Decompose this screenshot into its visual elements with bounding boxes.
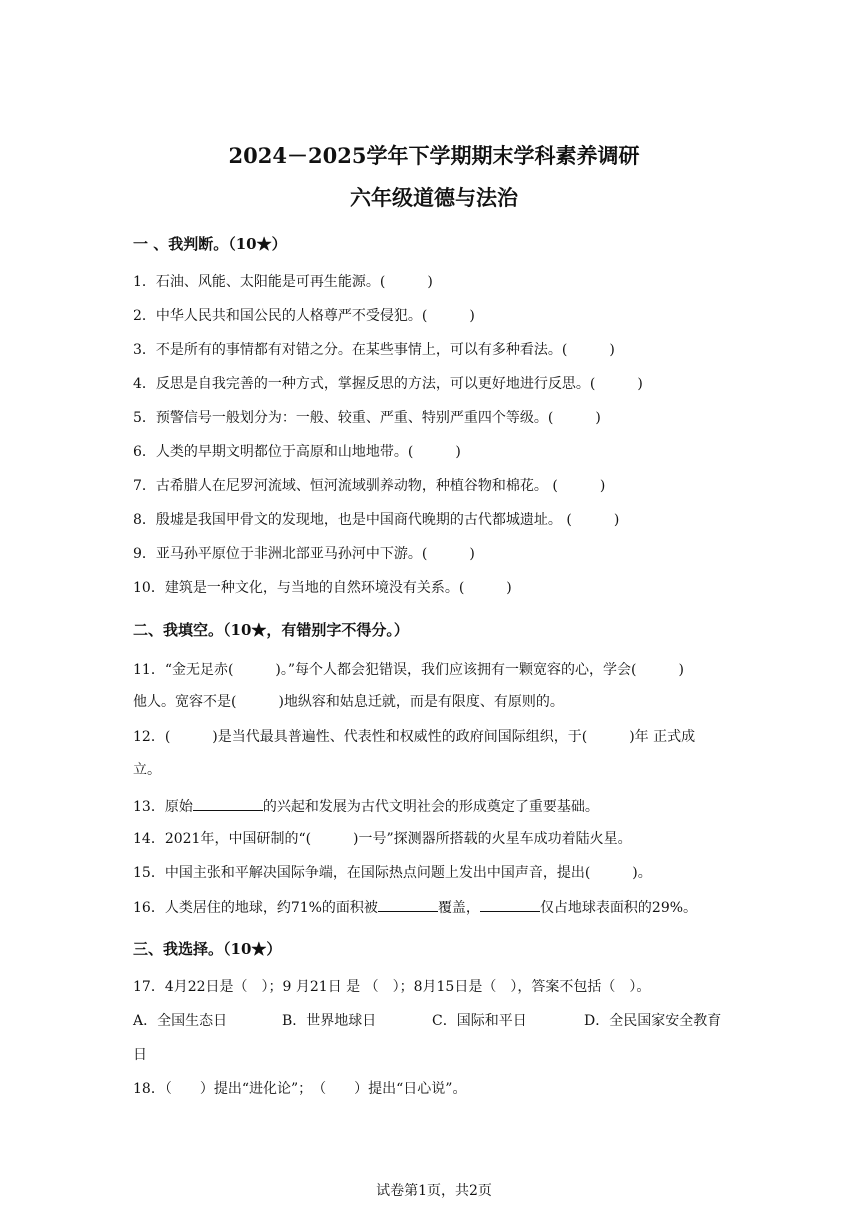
question-13-suffix: 的兴起和发展为古代文明社会的形成奠定了重要基础。 [262, 799, 599, 815]
question-13 [133, 796, 599, 817]
question-11-line2: 他人。宽容不是( )地纵容和姑息迁就，而是有限度、有原则的。 [133, 694, 564, 710]
question-10: 10．建筑是一种文化，与当地的自然环境没有关系。( ) [133, 580, 512, 596]
answer-blank [480, 897, 540, 912]
exam-subtitle: 六年级道德与法治 [350, 185, 518, 210]
question-13-prefix: 13．原始 [133, 799, 193, 815]
exam-title: 2024－2025学年下学期期末学科素养调研 [228, 143, 640, 168]
question-7: 7．古希腊人在尼罗河流域、恒河流域驯养动物，种植谷物和棉花。 ( ) [133, 478, 606, 494]
question-16-middle: 覆盖， [437, 900, 480, 916]
question-16-prefix: 16．人类居住的地球，约71%的面积被 [133, 900, 378, 916]
section-fill-heading: 二、我填空。（10★，有错别字不得分。） [133, 621, 409, 639]
section-choice-heading: 三、我选择。（10★） [133, 940, 282, 958]
question-14: 14．2021年，中国研制的“( )一号”探测器所搭载的火星车成功着陆火星。 [133, 831, 632, 847]
question-11-line1: 11．“金无足赤( )。”每个人都会犯错误，我们应该拥有一颗宽容的心，学会( ) [133, 662, 684, 678]
page-footer: 试卷第1页，共2页 [376, 1183, 492, 1199]
question-8: 8．殷墟是我国甲骨文的发现地，也是中国商代晚期的古代都城遗址。 ( ) [133, 512, 620, 528]
option-b: B．世界地球日 [282, 1013, 377, 1029]
option-d: D．全民国家安全教育 [584, 1013, 722, 1029]
option-a: A．全国生态日 [133, 1013, 228, 1029]
question-16-suffix: 仅占地球表面积的29%。 [539, 900, 698, 916]
question-2: 2．中华人民共和国公民的人格尊严不受侵犯。( ) [133, 308, 475, 324]
question-17-options [133, 1011, 721, 1031]
question-9: 9．亚马孙平原位于非洲北部亚马孙河中下游。( ) [133, 546, 475, 562]
question-6: 6．人类的早期文明都位于高原和山地地带。( ) [133, 444, 461, 460]
answer-blank [193, 796, 263, 811]
question-3: 3．不是所有的事情都有对错之分。在某些事情上，可以有多种看法。( ) [133, 342, 615, 358]
question-4: 4．反思是自我完善的一种方式，掌握反思的方法，可以更好地进行反思。( ) [133, 376, 643, 392]
question-12-line2: 立。 [133, 762, 161, 778]
question-12-line1: 12．( )是当代最具普遍性、代表性和权威性的政府间国际组织，于( )年 正式成 [133, 729, 696, 745]
section-judge-heading: 一 、我判断。（10★） [133, 235, 287, 253]
question-17-option-d-wrap: 日 [133, 1047, 147, 1063]
question-17: 17．4月22日是（ ）；9 月21日 是 （ ）；8月15日是（ ），答案不包括（ ）。 [133, 979, 651, 995]
question-5: 5．预警信号一般划分为：一般、较重、严重、特别严重四个等级。( ) [133, 410, 601, 426]
answer-blank [378, 897, 438, 912]
question-15: 15．中国主张和平解决国际争端，在国际热点问题上发出中国声音，提出( )。 [133, 865, 652, 881]
option-c: C．国际和平日 [432, 1013, 527, 1029]
question-18: 18．（ ）提出“进化论”； （ ）提出“日心说”。 [133, 1081, 467, 1097]
question-16 [133, 897, 697, 918]
question-1: 1．石油、风能、太阳能是可再生能源。( ) [133, 274, 433, 290]
